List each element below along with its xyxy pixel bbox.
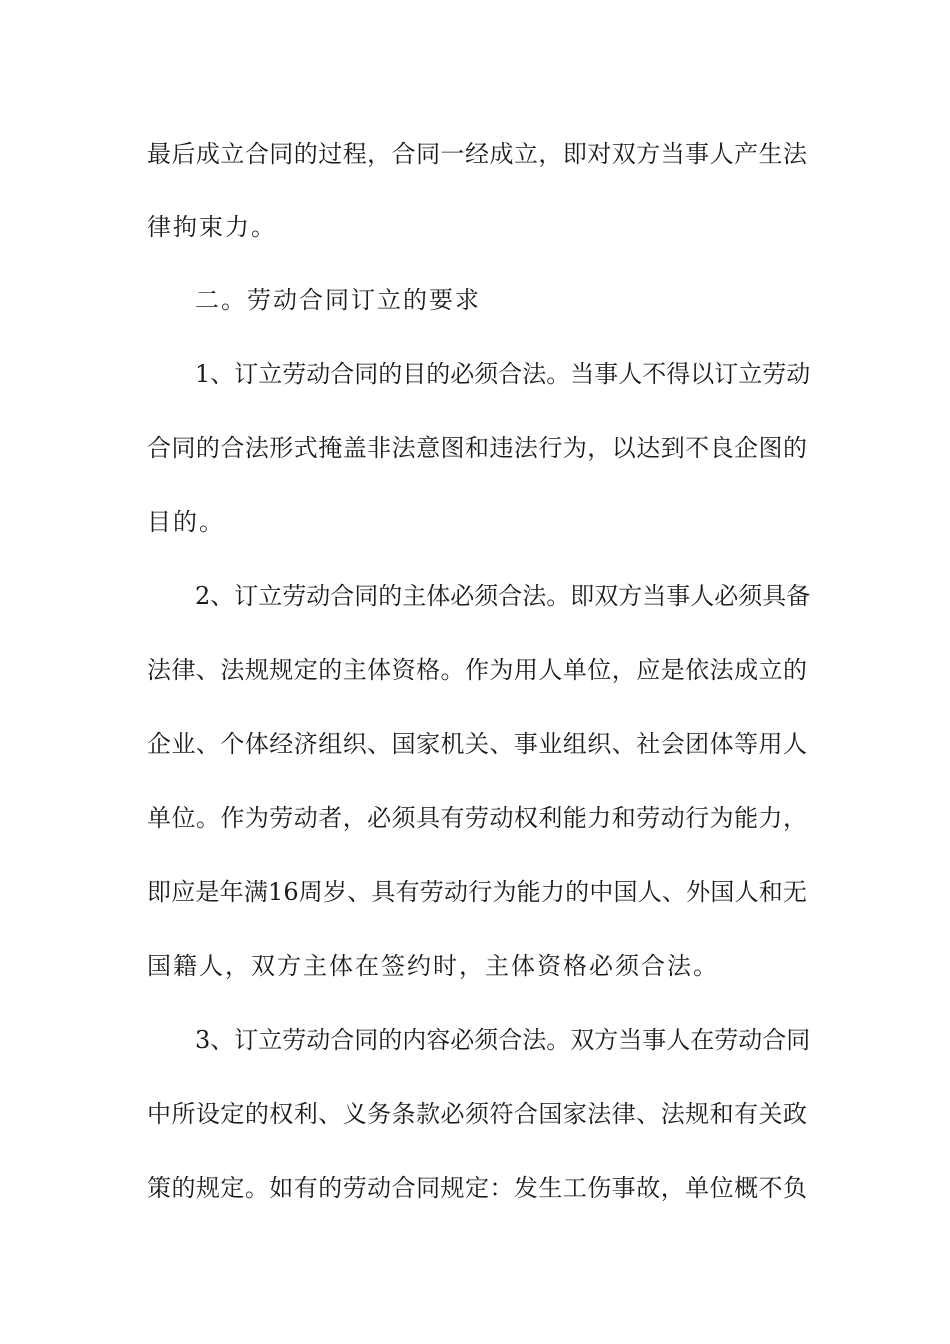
paragraph-line: 企业、个体经济组织、国家机关、事业组织、社会团体等用人: [147, 730, 807, 758]
paragraph-line: 律拘束力。: [147, 213, 277, 241]
section-heading: 二。劳动合同订立的要求: [195, 286, 481, 314]
paragraph-line: 1、订立劳动合同的目的必须合法。当事人不得以订立劳动: [195, 360, 811, 388]
paragraph-line: 目的。: [147, 508, 225, 536]
paragraph-line: 3、订立劳动合同的内容必须合法。双方当事人在劳动合同: [195, 1026, 811, 1054]
paragraph-line: 最后成立合同的过程，合同一经成立，即对双方当事人产生法: [147, 140, 807, 168]
paragraph-line: 中所设定的权利、义务条款必须符合国家法律、法规和有关政: [147, 1100, 807, 1128]
paragraph-line: 法律、法规规定的主体资格。作为用人单位，应是依法成立的: [147, 656, 807, 684]
paragraph-line: 2、订立劳动合同的主体必须合法。即双方当事人必须具备: [195, 582, 811, 610]
paragraph-line: 合同的合法形式掩盖非法意图和违法行为，以达到不良企图的: [147, 434, 807, 462]
paragraph-line: 国籍人，双方主体在签约时，主体资格必须合法。: [147, 952, 719, 980]
paragraph-line: 策的规定。如有的劳动合同规定：发生工伤事故，单位概不负: [147, 1174, 807, 1202]
paragraph-line: 单位。作为劳动者，必须具有劳动权利能力和劳动行为能力，: [147, 804, 807, 832]
paragraph-line: 即应是年满16周岁、具有劳动行为能力的中国人、外国人和无: [147, 878, 807, 906]
